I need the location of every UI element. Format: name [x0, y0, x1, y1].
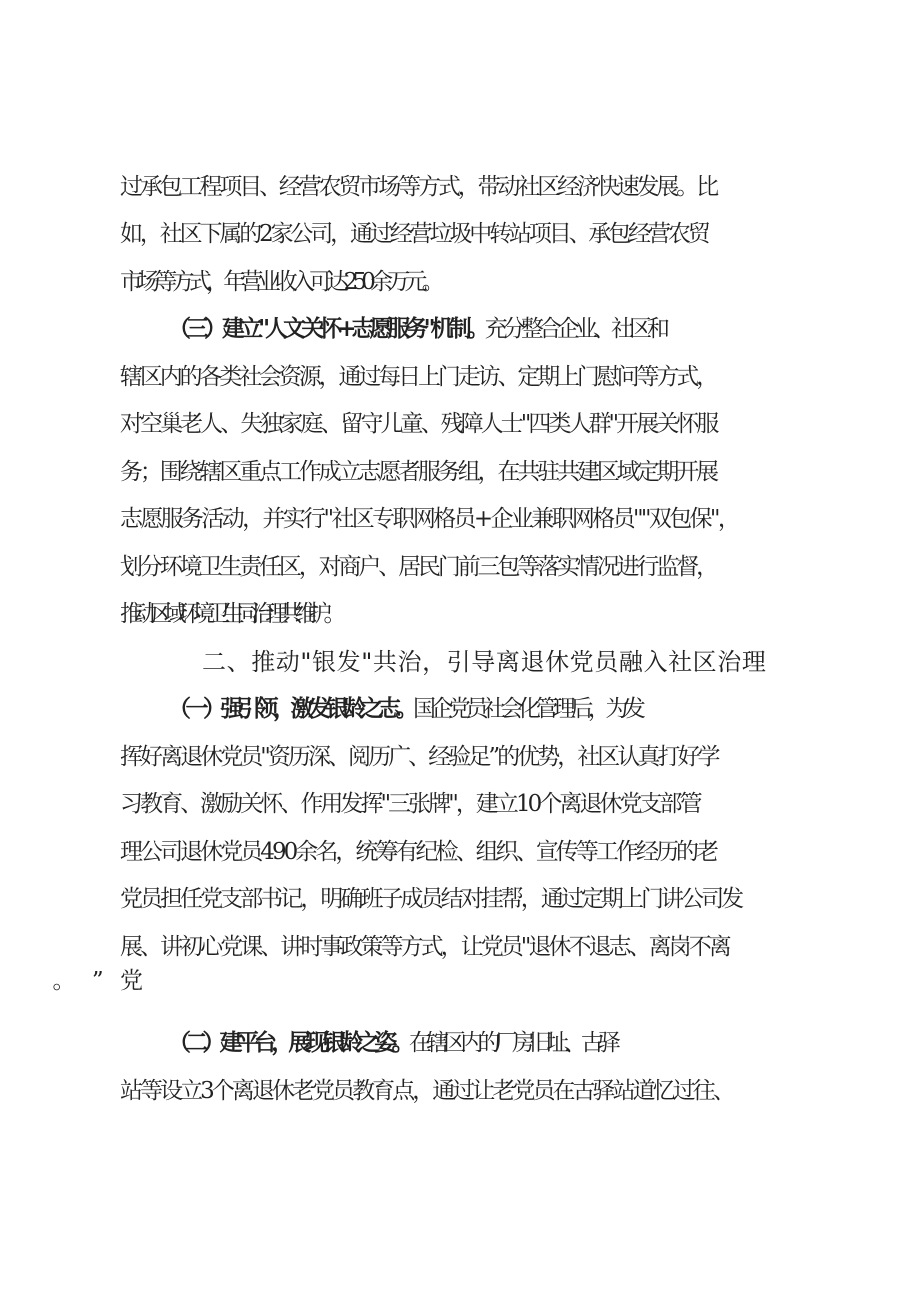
section-lead: （一）强引领，激发银龄之志。: [168, 695, 413, 722]
paragraph-line: 对空巢老人、失独家庭、留守儿童、残障人士"四类人群"开展关怀服: [120, 411, 717, 437]
paragraph-line: [120, 965, 920, 997]
paragraph-line: 挥好离退休党员"资历深、阅历广、经验足”的优势，社区认真打好学: [120, 744, 718, 770]
paragraph-text: 国企党员社会化管理后，为发: [412, 696, 641, 722]
paragraph-text: 在辖区内的厂房旧址、古驿: [408, 1030, 616, 1056]
paragraph-line: 展、讲初心党课、讲时事政策等方式，让党员"退休不退志、离岗不离: [120, 934, 729, 960]
paragraph-line: 志愿服务活动，并实行"社区专职网格员+企业兼职网格员""双包保"，: [120, 506, 739, 532]
paragraph-line: 如，社区下属的2家公司，通过经营垃圾中转站项目、承包经营农贸: [120, 221, 708, 247]
paragraph-line: 辖区内的各类社会资源，通过每日上门走访、定期上门慰问等方式，: [120, 364, 717, 390]
paragraph-line: 过承包工程项目、经营农贸市场等方式，带动社区经济快速发展。比: [120, 174, 717, 200]
paragraph-line: 务；围绕辖区重点工作成立志愿者服务组，在共驻共建区域定期开展: [120, 459, 717, 485]
paragraph-line: 党员担任党支部书记，明确班子成员结对挂帮，通过定期上门讲公司发: [120, 886, 742, 912]
paragraph-line: 推动区域环境卫生同治理共维护。: [120, 601, 339, 627]
paragraph-first-line: [168, 693, 920, 725]
section-heading: 二、推动"银发"共治，引导离退休党员融入社区治理: [202, 648, 767, 676]
paragraph-line: 划分环境卫生责任区，对商户、居民门前三包等落实情况进行监督，: [120, 554, 717, 580]
paragraph-first-line: [168, 1027, 920, 1059]
paragraph-line: 理公司退休党员490余名，统筹有纪检、组织、宣传等工作经历的老: [120, 839, 717, 865]
section-lead: （二）建平台，展现银龄之姿。: [168, 1029, 409, 1056]
paragraph-first-line: [168, 313, 920, 345]
paragraph-line: 站等设立3个离退休老党员教育点，通过让老党员在古驿站道忆过往、: [120, 1078, 733, 1104]
paragraph-line: 市场等方式，年营业收入可达250余万元。: [120, 269, 439, 295]
paragraph-text: 充分整合企业、社区和: [484, 316, 666, 342]
paragraph-line: 习教育、激励关怀、作用发挥"三张牌"，建立10个离退休党支部管: [120, 791, 700, 817]
section-lead: （三）建立"人文关怀+志愿服务"机制。: [168, 315, 485, 342]
